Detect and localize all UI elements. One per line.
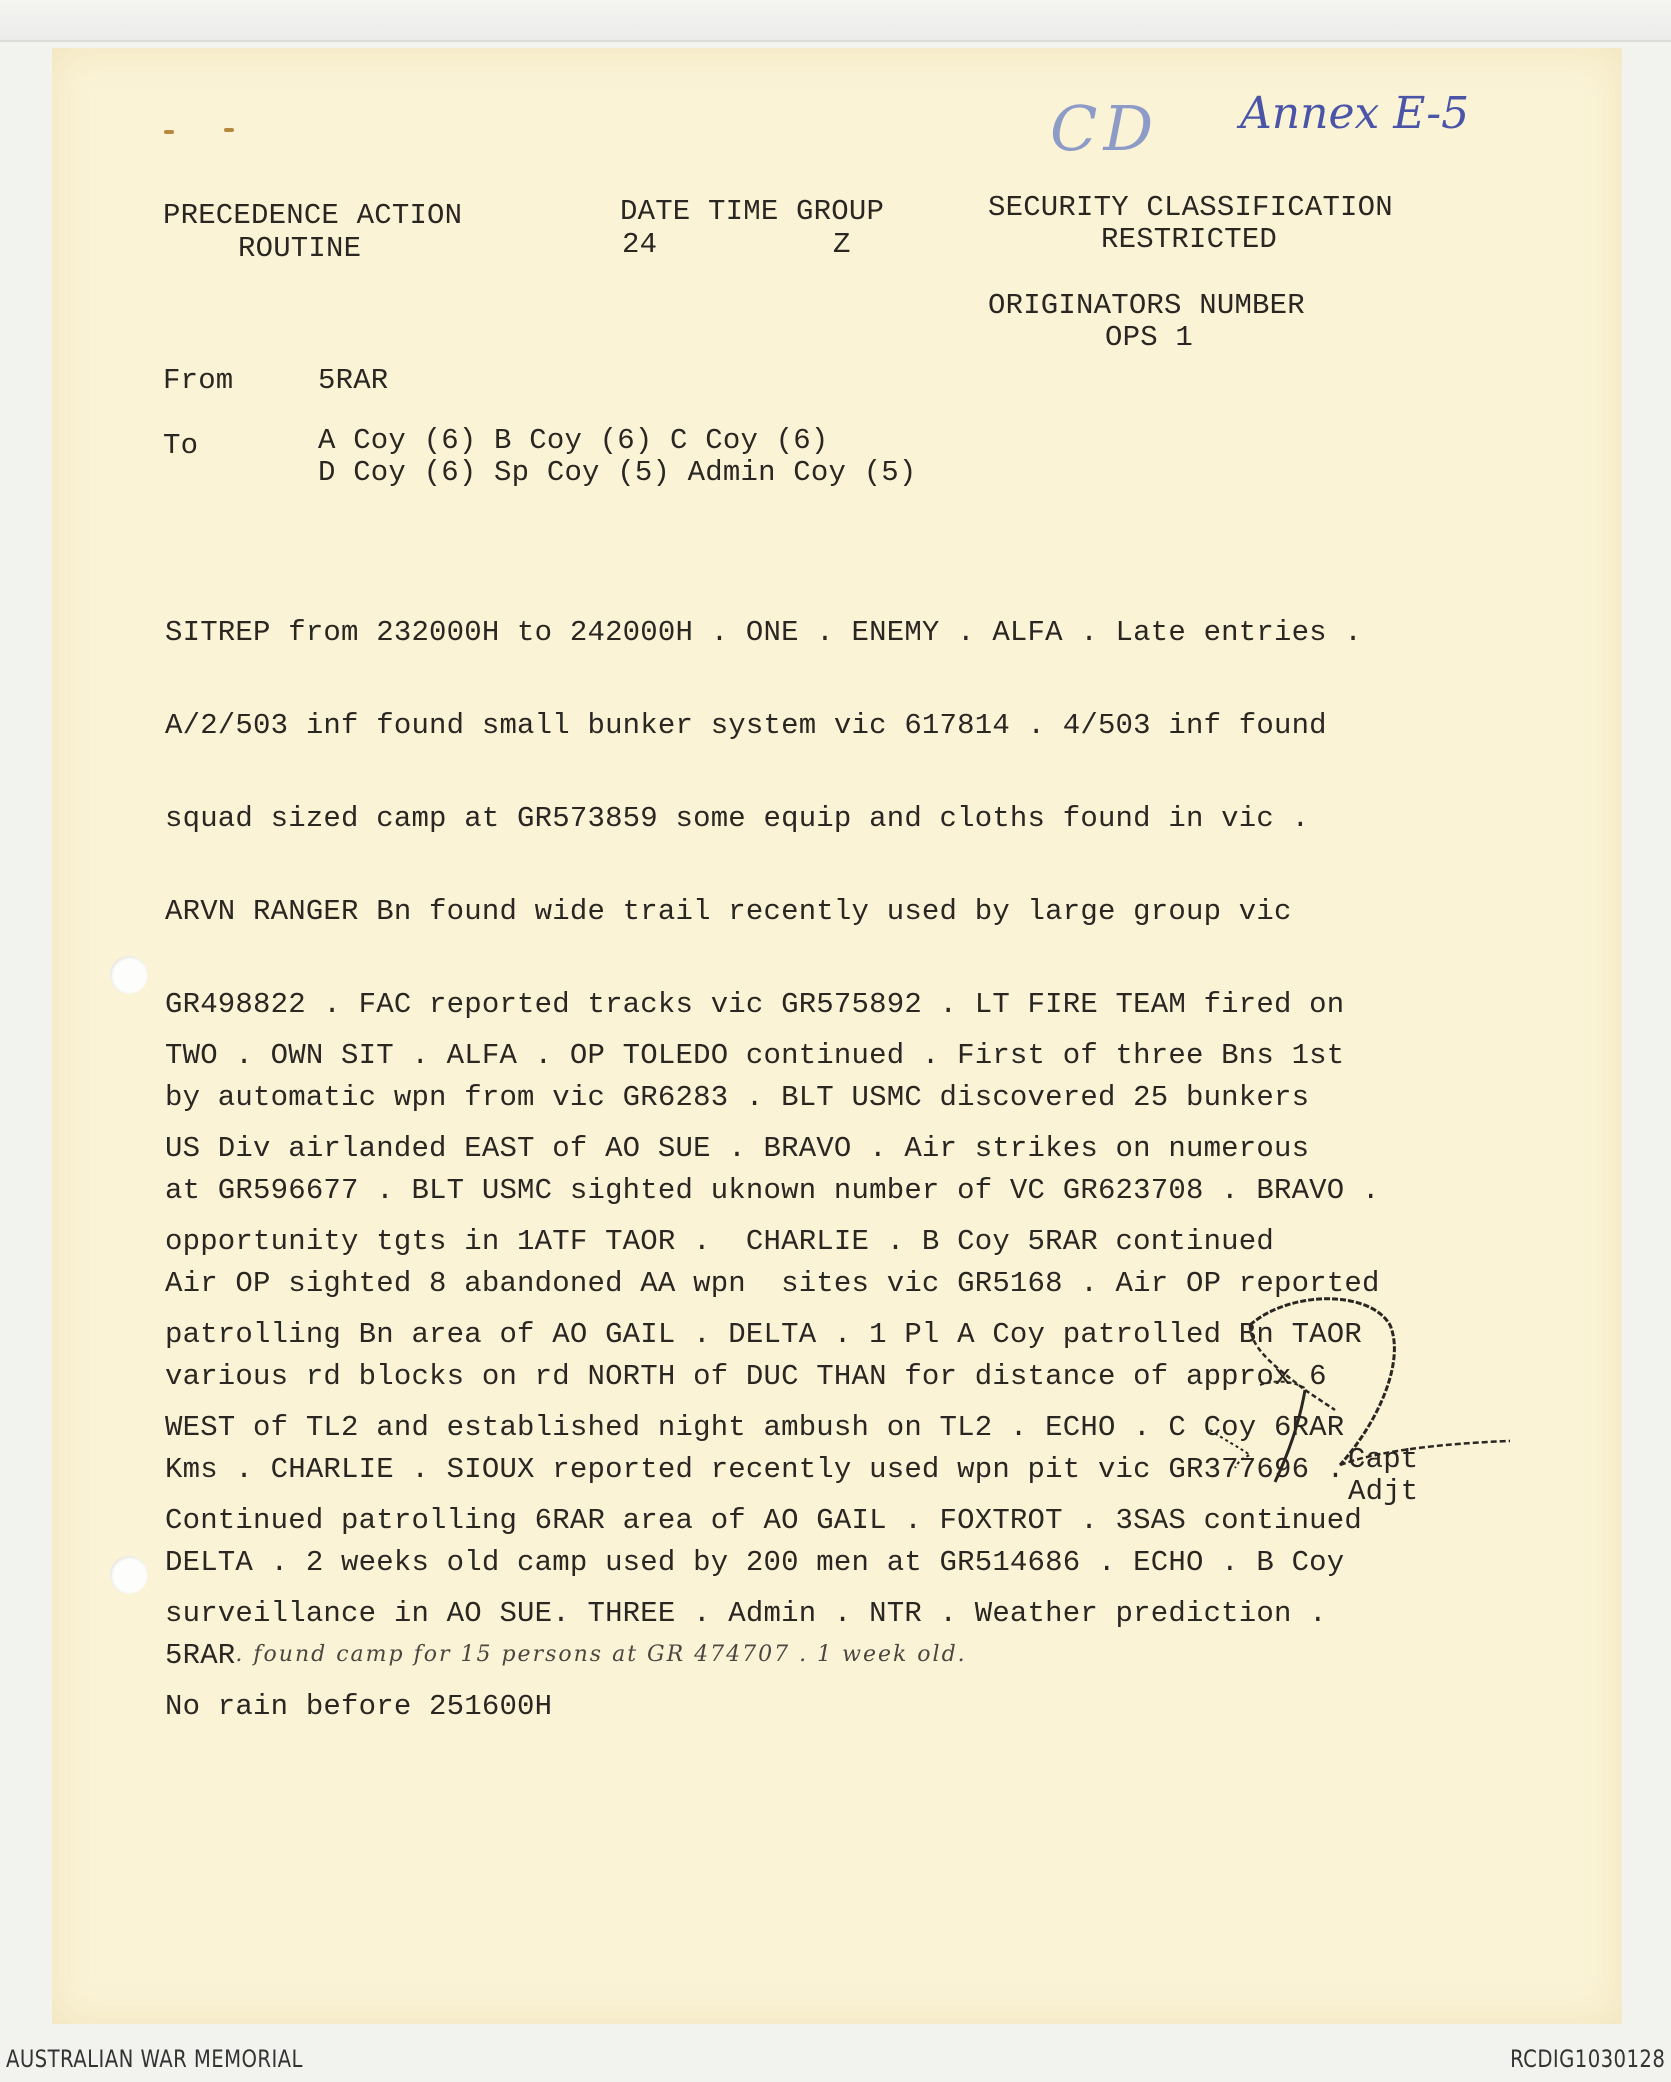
sitrep-line: TWO . OWN SIT . ALFA . OP TOLEDO continued . First of three Bns 1st bbox=[165, 1039, 1345, 1072]
signature-rank: Capt bbox=[1348, 1443, 1419, 1476]
sitrep-line: Kms . CHARLIE . SIOUX reported recently used wpn pit vic GR377696 . bbox=[165, 1453, 1345, 1486]
sitrep-last-typed: 5RAR bbox=[165, 1639, 236, 1672]
sitrep-line: GR498822 . FAC reported tracks vic GR575892 . LT FIRE TEAM fired on bbox=[165, 988, 1345, 1021]
originators-number-label: ORIGINATORS NUMBER bbox=[988, 289, 1305, 322]
to-recipients-line-2: D Coy (6) Sp Coy (5) Admin Coy (5) bbox=[318, 456, 917, 489]
sitrep-line: No rain before 251600H bbox=[165, 1690, 553, 1723]
security-classification-value: RESTRICTED bbox=[1101, 223, 1278, 256]
sitrep-line: SITREP from 232000H to 242000H . ONE . ENEMY . ALFA . Late entries . bbox=[165, 616, 1362, 649]
sitrep-line: ARVN RANGER Bn found wide trail recently used by large group vic bbox=[165, 895, 1292, 928]
signature-appointment: Adjt bbox=[1348, 1475, 1419, 1508]
date-time-group-day: 24 bbox=[622, 228, 658, 261]
sitrep-line: patrolling Bn area of AO GAIL . DELTA . 1 Pl A Coy patrolled Bn TAOR bbox=[165, 1318, 1362, 1351]
sitrep-line: Continued patrolling 6RAR area of AO GAIL . FOXTROT . 3SAS continued bbox=[165, 1504, 1362, 1537]
sitrep-line: various rd blocks on rd NORTH of DUC THAN for distance of approx 6 bbox=[165, 1360, 1327, 1393]
signature-scrawl bbox=[1150, 1270, 1510, 1530]
originators-number-value: OPS 1 bbox=[1105, 321, 1194, 354]
archive-institution: AUSTRALIAN WAR MEMORIAL bbox=[6, 2045, 303, 2073]
archive-item-id: RCDIG1030128 bbox=[1509, 2045, 1665, 2073]
classification-handwritten-mark: CD bbox=[1050, 92, 1160, 165]
punch-hole bbox=[110, 956, 148, 994]
sitrep-line: US Div airlanded EAST of AO SUE . BRAVO . Air strikes on numerous bbox=[165, 1132, 1310, 1165]
sitrep-line: A/2/503 inf found small bunker system vic 617814 . 4/503 inf found bbox=[165, 709, 1327, 742]
sitrep-line: WEST of TL2 and established night ambush on TL2 . ECHO . C Coy 6RAR bbox=[165, 1411, 1345, 1444]
annex-handwritten-mark: Annex E-5 bbox=[1240, 88, 1470, 139]
to-label: To bbox=[163, 429, 199, 462]
sitrep-line: DELTA . 2 weeks old camp used by 200 men at GR514686 . ECHO . B Coy bbox=[165, 1546, 1345, 1579]
to-recipients-line-1: A Coy (6) B Coy (6) C Coy (6) bbox=[318, 424, 829, 457]
punch-hole bbox=[110, 1556, 148, 1594]
sitrep-line: surveillance in AO SUE. THREE . Admin . NTR . Weather prediction . bbox=[165, 1597, 1327, 1630]
precedence-value: ROUTINE bbox=[238, 232, 362, 265]
date-time-group-zone: Z bbox=[833, 228, 851, 261]
sitrep-line: squad sized camp at GR573859 some equip and cloths found in vic . bbox=[165, 802, 1310, 835]
sitrep-line: opportunity tgts in 1ATF TAOR . CHARLIE . B Coy 5RAR continued bbox=[165, 1225, 1274, 1258]
paper-stain bbox=[164, 130, 174, 134]
from-label: From bbox=[163, 364, 234, 397]
paper-stain bbox=[224, 128, 234, 132]
sitrep-line: Air OP sighted 8 abandoned AA wpn sites vic GR5168 . Air OP reported bbox=[165, 1267, 1380, 1300]
precedence-label: PRECEDENCE ACTION bbox=[163, 199, 463, 232]
handwritten-insertion: . found camp for 15 persons at GR 474707 . 1 week old. bbox=[235, 1642, 967, 1667]
security-classification-label: SECURITY CLASSIFICATION bbox=[988, 191, 1393, 224]
from-value: 5RAR bbox=[318, 364, 389, 397]
date-time-group-label: DATE TIME GROUP bbox=[620, 195, 885, 228]
sitrep-line: by automatic wpn from vic GR6283 . BLT USMC discovered 25 bunkers bbox=[165, 1081, 1310, 1114]
sitrep-line: at GR596677 . BLT USMC sighted uknown number of VC GR623708 . BRAVO . bbox=[165, 1174, 1380, 1207]
scan-background-top bbox=[0, 0, 1671, 42]
